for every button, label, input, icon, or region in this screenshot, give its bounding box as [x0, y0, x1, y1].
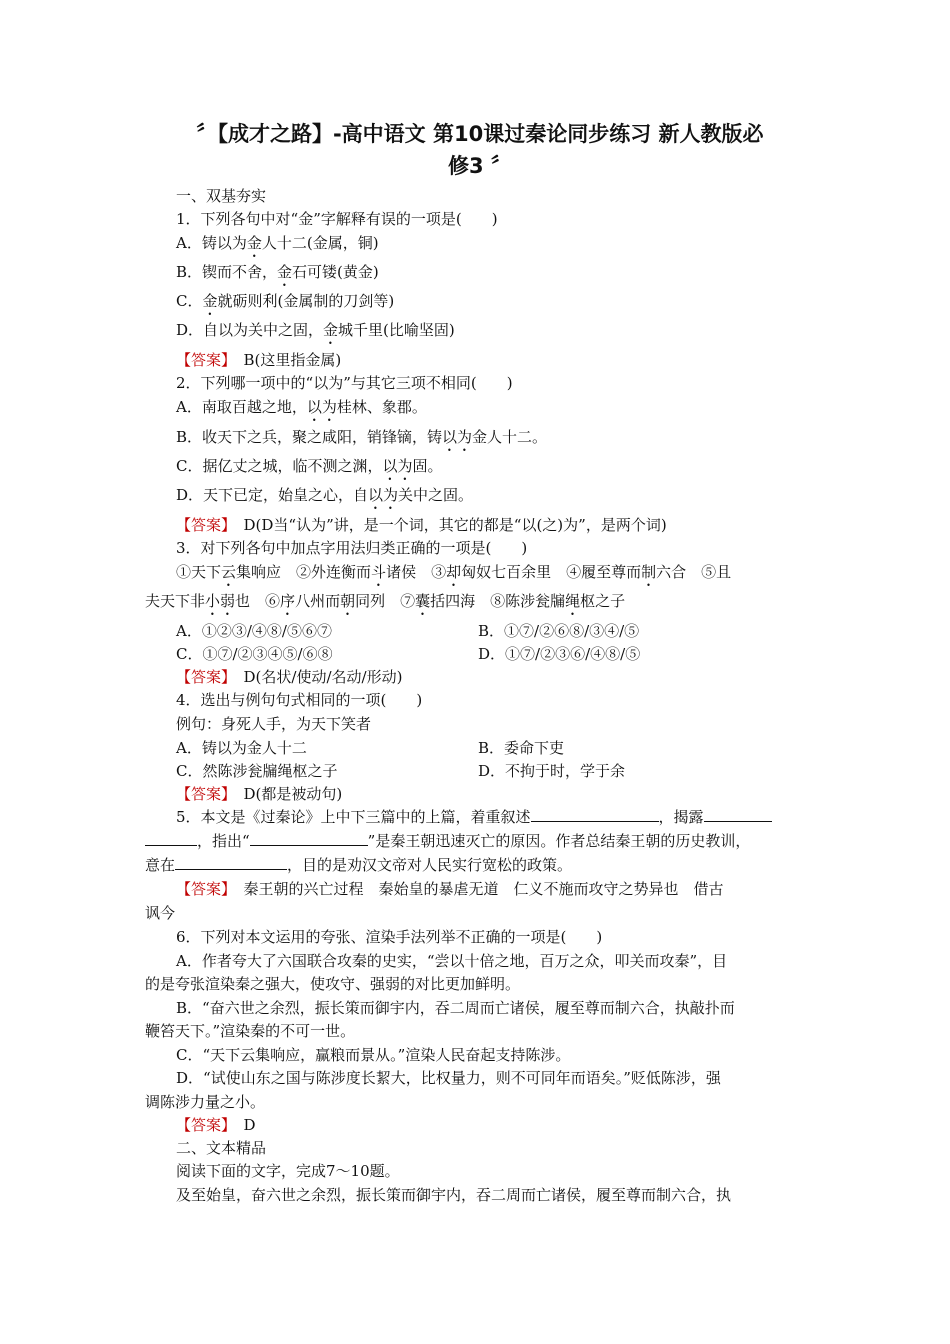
answer-tag: 【答案】 — [176, 785, 229, 803]
emphasis-char: 金 — [246, 234, 262, 252]
q6-option-a: A．作者夸大了六国联合攻秦的史实，“尝以十倍之地，百万之众，叩关而攻秦”，目 — [176, 952, 728, 970]
section-heading-2: 二、文本精品 — [176, 1139, 267, 1157]
q6-answer: 【答案】 D — [176, 1116, 256, 1134]
q3-sentences-line-1: ①天下云集响应 ②外连衡而斗诸侯 ③却匈奴七百余里 ④履至尊而制六合 ⑤且 — [176, 563, 732, 581]
q4-option-a: A．铸以为金人十二 — [176, 739, 307, 757]
section-heading-1: 一、双基夯实 — [176, 187, 267, 205]
title-line-2: 修3 〞 — [448, 154, 512, 178]
q6-option-a-cont: 的是夸张渲染秦之强大，使攻守、强弱的对比更加鲜明。 — [145, 975, 521, 993]
title-line-1: 〞【成才之路】-高中语文 第10课过秦论同步练习 新人教版必 — [196, 122, 764, 146]
q5-line-2: ，指出“ ”是秦王朝迅速灭亡的原因。作者总结秦王朝的历史教训， — [0, 830, 950, 852]
q3-options-row-2 — [0, 643, 950, 665]
q4-stem: 4．选出与例句句式相同的一项( ) — [176, 691, 423, 709]
q1-answer: 【答案】 B(这里指金属) — [176, 351, 342, 369]
q5-answer-cont: 讽今 — [145, 904, 176, 922]
q4-options-row-1 — [0, 737, 950, 759]
fill-blank — [704, 807, 772, 822]
q2-answer: 【答案】 D(D当“认为”讲，是一个词，其它的都是“以(之)为”，是两个词) — [176, 516, 667, 534]
q4-answer: 【答案】 D(都是被动句) — [176, 785, 343, 803]
q2-option-d: D．天下已定，始皇之心，自以为关中之固。 — [176, 486, 474, 504]
q5-answer: 【答案】 秦王朝的兴亡过程 秦始皇的暴虐无道 仁义不施而攻守之势异也 借古 — [176, 880, 724, 898]
q4-option-c: C．然陈涉瓮牖绳枢之子 — [176, 762, 338, 780]
q4-example: 例句：身死人手，为天下笑者 — [176, 715, 372, 733]
answer-tag: 【答案】 — [176, 351, 229, 369]
q6-stem: 6．下列对本文运用的夸张、渲染手法列举不正确的一项是( ) — [176, 928, 603, 946]
q2-stem: 2．下列哪一项中的“以为”与其它三项不相同( ) — [176, 374, 513, 392]
q1-option-c: C．金就砺则利(金属制的刀剑等) — [176, 292, 395, 310]
reading-passage: 及至始皇，奋六世之余烈，振长策而御宇内，吞二周而亡诸侯，履至尊而制六合，执 — [176, 1186, 732, 1204]
fill-blank — [145, 831, 197, 846]
q5-line-3: 意在 ，目的是劝汉文帝对人民实行宽松的政策。 — [145, 856, 573, 874]
q2-option-a: A．南取百越之地，以为桂林、象郡。 — [176, 398, 427, 416]
q6-option-d-cont: 调陈涉力量之小。 — [145, 1093, 266, 1111]
q5-line-1: 5．本文是《过秦论》上中下三篇中的上篇，着重叙述 ，揭露 — [0, 806, 950, 828]
q3-stem: 3．对下列各句中加点字用法归类正确的一项是( ) — [176, 539, 528, 557]
fill-blank — [175, 855, 287, 870]
q1-option-d: D．自以为关中之固，金城千里(比喻坚固) — [176, 321, 455, 339]
answer-tag: 【答案】 — [176, 880, 229, 898]
q6-option-b: B．“奋六世之余烈，振长策而御宇内，吞二周而亡诸侯，履至尊而制六合，执敲扑而 — [176, 999, 735, 1017]
q4-option-d: D．不拘于时，学于余 — [478, 762, 626, 780]
q3-option-b: B．①⑦/②⑥⑧/③④/⑤ — [478, 622, 640, 640]
answer-tag: 【答案】 — [176, 516, 229, 534]
q3-options-row-1 — [0, 620, 950, 642]
q6-option-c: C．“天下云集响应，赢粮而景从。”渲染人民奋起支持陈涉。 — [176, 1046, 571, 1064]
document-title — [150, 118, 810, 182]
q3-sentences-line-2: 夫天下非小弱也 ⑥序八州而朝同列 ⑦囊括四海 ⑧陈涉瓮牖绳枢之子 — [145, 592, 626, 610]
reading-instruction: 阅读下面的文字，完成7～10题。 — [176, 1162, 400, 1180]
q1-stem: 1．下列各句中对“金”字解释有误的一项是( ) — [176, 210, 498, 228]
q6-option-d: D．“试使山东之国与陈涉度长絜大，比权量力，则不可同年而语矣。”贬低陈涉，强 — [176, 1069, 721, 1087]
q6-option-b-cont: 鞭笞天下。”渲染秦的不可一世。 — [145, 1022, 356, 1040]
answer-tag: 【答案】 — [176, 1116, 229, 1134]
emphasis-char: 金 — [323, 321, 339, 339]
q2-option-c: C．据亿丈之城，临不测之渊，以为固。 — [176, 457, 443, 475]
emphasis-char: 以为 — [442, 428, 473, 446]
emphasis-char: 金 — [202, 292, 218, 310]
fill-blank — [250, 831, 368, 846]
answer-tag: 【答案】 — [176, 668, 229, 686]
emphasis-char: 以为 — [382, 457, 413, 475]
emphasis-char: 金 — [277, 263, 293, 281]
q3-option-c: C．①⑦/②③④⑤/⑥⑧ — [176, 645, 333, 663]
q1-option-b: B．锲而不舍，金石可镂(黄金) — [176, 263, 379, 281]
fill-blank — [531, 807, 659, 822]
q3-option-a: A．①②③/④⑧/⑤⑥⑦ — [176, 622, 332, 640]
q4-options-row-2 — [0, 760, 950, 782]
q1-option-a: A．铸以为金人十二(金属，铜) — [176, 234, 379, 252]
emphasis-char: 以为 — [306, 398, 337, 416]
q4-option-b: B．委命下吏 — [478, 739, 565, 757]
q2-option-b: B．收天下之兵，聚之咸阳，销锋镝，铸以为金人十二。 — [176, 428, 548, 446]
q3-option-d: D．①⑦/②③⑥/④⑧/⑤ — [478, 645, 641, 663]
q3-answer: 【答案】 D(名状/使动/名动/形动) — [176, 668, 403, 686]
emphasis-char: 以为 — [368, 486, 399, 504]
